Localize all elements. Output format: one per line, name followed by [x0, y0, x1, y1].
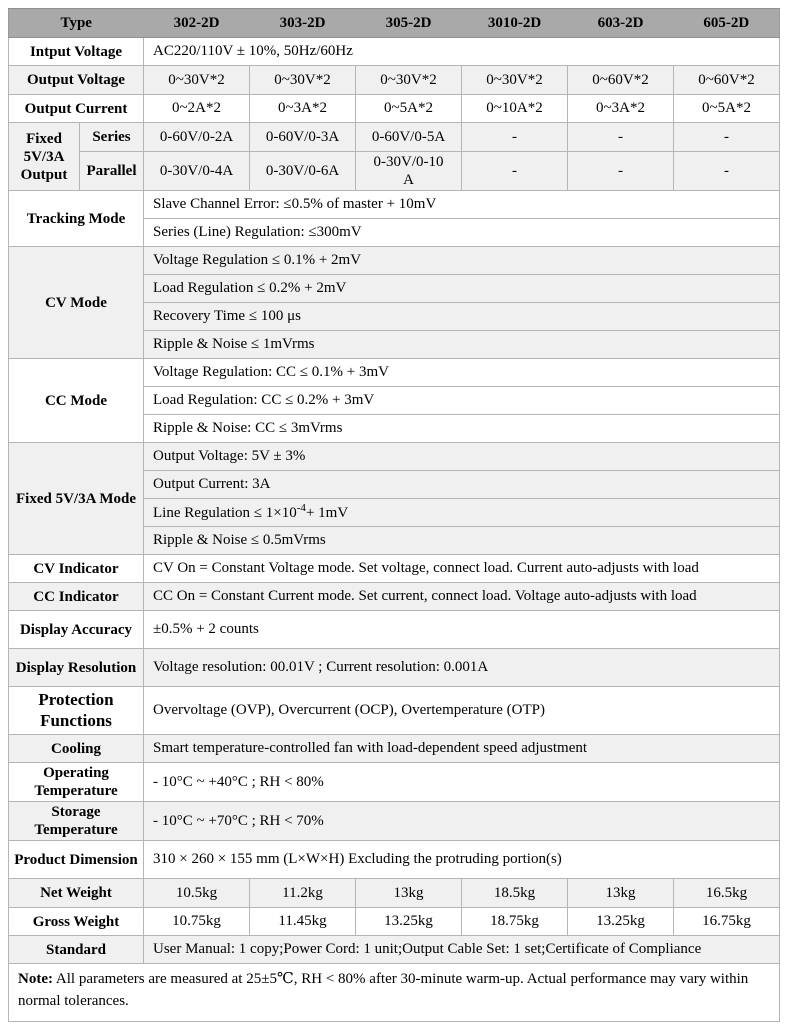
table-cell: - [568, 123, 674, 152]
row-label-cc-indicator: CC Indicator [9, 583, 144, 611]
table-cell: Voltage Regulation: CC ≤ 0.1% + 3mV [144, 359, 780, 387]
table-cell [250, 152, 356, 191]
table-cell: Ripple & Noise ≤ 1mVrms [144, 331, 780, 359]
table-cell: Load Regulation ≤ 0.2% + 2mV [144, 275, 780, 303]
table-cell: Ripple & Noise ≤ 0.5mVrms [144, 527, 780, 555]
header-model: 3010-2D [462, 9, 568, 38]
table-cell: - [462, 152, 568, 191]
table-row [9, 359, 780, 387]
table-cell: 0-60V/0-5A [356, 123, 462, 152]
table-cell: - [568, 152, 674, 191]
table-cell: 10.75kg [144, 908, 250, 936]
table-cell: 310 × 260 × 155 mm (L×W×H) Excluding the protruding portion(s) [144, 841, 780, 879]
table-cell-text: 0-30V/0-6A [265, 163, 340, 179]
table-cell-text: 0-30V/0-10 A [373, 154, 444, 188]
table-cell: 16.5kg [674, 879, 780, 908]
table-cell: AC220/110V ± 10%, 50Hz/60Hz [144, 38, 780, 66]
row-label-tracking-mode: Tracking Mode [9, 191, 144, 247]
table-row [9, 611, 780, 649]
note-cell [9, 964, 780, 1022]
table-cell: Voltage resolution: 00.01V ; Current resolution: 0.001A [144, 649, 780, 687]
header-model: 603-2D [568, 9, 674, 38]
table-cell: User Manual: 1 copy;Power Cord: 1 unit;Output Cable Set: 1 set;Certificate of Compliance [144, 936, 780, 964]
table-row [9, 247, 780, 275]
note-row [9, 964, 780, 1022]
table-cell: 0~10A*2 [462, 95, 568, 123]
row-label-display-accuracy: Display Accuracy [9, 611, 144, 649]
table-cell: Slave Channel Error: ≤0.5% of master + 10mV [144, 191, 780, 219]
table-row [9, 38, 780, 66]
table-cell [144, 152, 250, 191]
table-cell: - 10°C ~ +40°C ; RH < 80% [144, 763, 780, 802]
table-cell: - [462, 123, 568, 152]
table-cell: 0~5A*2 [356, 95, 462, 123]
note-prefix: Note: [18, 971, 53, 987]
row-label-fixed-mode: Fixed 5V/3A Mode [9, 443, 144, 555]
table-cell: CV On = Constant Voltage mode. Set voltage, connect load. Current auto-adjusts with load [144, 555, 780, 583]
table-cell: 0~2A*2 [144, 95, 250, 123]
table-cell: 0~3A*2 [568, 95, 674, 123]
table-cell: 18.5kg [462, 879, 568, 908]
table-row [9, 555, 780, 583]
row-label-fixed-output: Fixed 5V/3A Output [9, 123, 80, 191]
row-label-standard: Standard [9, 936, 144, 964]
table-row [9, 191, 780, 219]
table-row [9, 936, 780, 964]
row-label-gross-weight: Gross Weight [9, 908, 144, 936]
header-row [9, 9, 780, 38]
table-cell: 13kg [356, 879, 462, 908]
table-cell: CC On = Constant Current mode. Set current, connect load. Voltage auto-adjusts with load [144, 583, 780, 611]
spec-table [8, 8, 780, 1022]
row-label-protection-functions: Protection Functions [9, 687, 144, 735]
table-cell: 0~30V*2 [144, 66, 250, 95]
row-label-cc-mode: CC Mode [9, 359, 144, 443]
table-row [9, 95, 780, 123]
table-cell: Voltage Regulation ≤ 0.1% + 2mV [144, 247, 780, 275]
row-label-operating-temperature: Operating Temperature [9, 763, 144, 802]
table-cell: Line Regulation ≤ $1\times 10^{-4}+ 1mV$ [144, 499, 780, 527]
table-cell: 0~5A*2 [674, 95, 780, 123]
table-cell: 13kg [568, 879, 674, 908]
table-row [9, 879, 780, 908]
table-row [9, 802, 780, 841]
table-row [9, 583, 780, 611]
table-cell: Smart temperature-controlled fan with load-dependent speed adjustment [144, 735, 780, 763]
row-label-output-current: Output Current [9, 95, 144, 123]
table-row [9, 649, 780, 687]
table-cell: 0-60V/0-3A [250, 123, 356, 152]
table-cell: 0~60V*2 [674, 66, 780, 95]
table-cell: 18.75kg [462, 908, 568, 936]
row-label-product-dimension: Product Dimension [9, 841, 144, 879]
header-model: 305-2D [356, 9, 462, 38]
table-cell: Load Regulation: CC ≤ 0.2% + 3mV [144, 387, 780, 415]
table-cell: - [674, 123, 780, 152]
header-type: Type [9, 9, 144, 38]
table-row [9, 152, 780, 191]
table-cell: 11.2kg [250, 879, 356, 908]
row-label-storage-temperature: Storage Temperature [9, 802, 144, 841]
table-row [9, 908, 780, 936]
table-cell: Ripple & Noise: CC ≤ 3mVrms [144, 415, 780, 443]
note-text: All parameters are measured at 25±5℃, RH < 80% after 30-minute warm-up. Actual performance may vary within normal tolerances. [18, 971, 749, 1009]
table-cell: 0~30V*2 [250, 66, 356, 95]
table-cell: 0~30V*2 [356, 66, 462, 95]
table-cell: 0~3A*2 [250, 95, 356, 123]
row-label-cooling: Cooling [9, 735, 144, 763]
row-label-output-voltage: Output Voltage [9, 66, 144, 95]
table-cell: Output Voltage: 5V ± 3% [144, 443, 780, 471]
header-model: 302-2D [144, 9, 250, 38]
table-row [9, 763, 780, 802]
table-cell: 0~60V*2 [568, 66, 674, 95]
table-cell: 0~30V*2 [462, 66, 568, 95]
row-label-display-resolution: Display Resolution [9, 649, 144, 687]
table-row [9, 123, 780, 152]
row-label-cv-mode: CV Mode [9, 247, 144, 359]
table-row [9, 841, 780, 879]
row-label-net-weight: Net Weight [9, 879, 144, 908]
table-cell: 16.75kg [674, 908, 780, 936]
table-cell: 13.25kg [356, 908, 462, 936]
table-cell: - 10°C ~ +70°C ; RH < 70% [144, 802, 780, 841]
header-model: 303-2D [250, 9, 356, 38]
table-cell: 0-60V/0-2A [144, 123, 250, 152]
table-row [9, 443, 780, 471]
table-cell [356, 152, 462, 191]
row-label-parallel: Parallel [80, 152, 144, 191]
table-cell: - [674, 152, 780, 191]
table-cell: Output Current: 3A [144, 471, 780, 499]
row-label-cv-indicator: CV Indicator [9, 555, 144, 583]
table-cell: 11.45kg [250, 908, 356, 936]
header-model: 605-2D [674, 9, 780, 38]
table-cell: Overvoltage (OVP), Overcurrent (OCP), Overtemperature (OTP) [144, 687, 780, 735]
table-cell: ±0.5% + 2 counts [144, 611, 780, 649]
row-label-series: Series [80, 123, 144, 152]
row-label-input-voltage: Intput Voltage [9, 38, 144, 66]
table-row [9, 687, 780, 735]
table-cell: Recovery Time ≤ 100 μs [144, 303, 780, 331]
table-cell: Series (Line) Regulation: ≤300mV [144, 219, 780, 247]
table-cell-text: 0-30V/0-4A [159, 163, 234, 179]
table-cell: 13.25kg [568, 908, 674, 936]
table-cell: 10.5kg [144, 879, 250, 908]
table-row [9, 66, 780, 95]
table-row [9, 735, 780, 763]
